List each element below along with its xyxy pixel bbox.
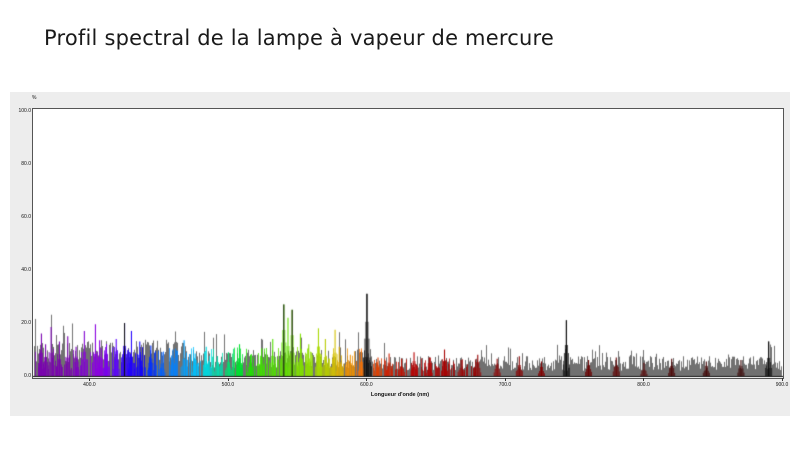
x-tick-mark [228, 378, 229, 381]
y-tick-label: 0.0 [24, 373, 31, 379]
y-tick-label: 20.0 [21, 320, 31, 326]
x-tick-label: 500.0 [221, 382, 235, 388]
x-tick-mark [366, 378, 367, 381]
x-tick-label: 800.0 [637, 382, 650, 388]
slide-footer-space [0, 416, 800, 450]
y-tick-label: 80.0 [21, 161, 31, 167]
y-axis-tick-labels [10, 108, 31, 379]
x-tick-label: 400.0 [83, 382, 96, 388]
x-tick-mark [782, 378, 783, 381]
x-tick-mark [505, 378, 506, 381]
y-tick-label: 60.0 [21, 214, 31, 220]
x-tick-mark [89, 378, 90, 381]
spectrum-plot-canvas [33, 109, 783, 378]
x-tick-mark [643, 378, 644, 381]
page-title: Profil spectral de la lampe à vapeur de mercure [44, 26, 554, 50]
y-axis-unit-label: % [32, 95, 37, 101]
x-tick-label: 700.0 [498, 382, 512, 388]
x-axis-title: Longueur d'onde (nm) [370, 392, 430, 398]
x-tick-label: 900.0 [775, 382, 789, 388]
x-tick-label: 600.0 [360, 382, 373, 388]
plot-area [32, 108, 784, 379]
y-tick-label: 40.0 [21, 267, 31, 273]
y-tick-label: 100.0 [18, 108, 31, 114]
spectrum-chart-panel [10, 92, 790, 416]
